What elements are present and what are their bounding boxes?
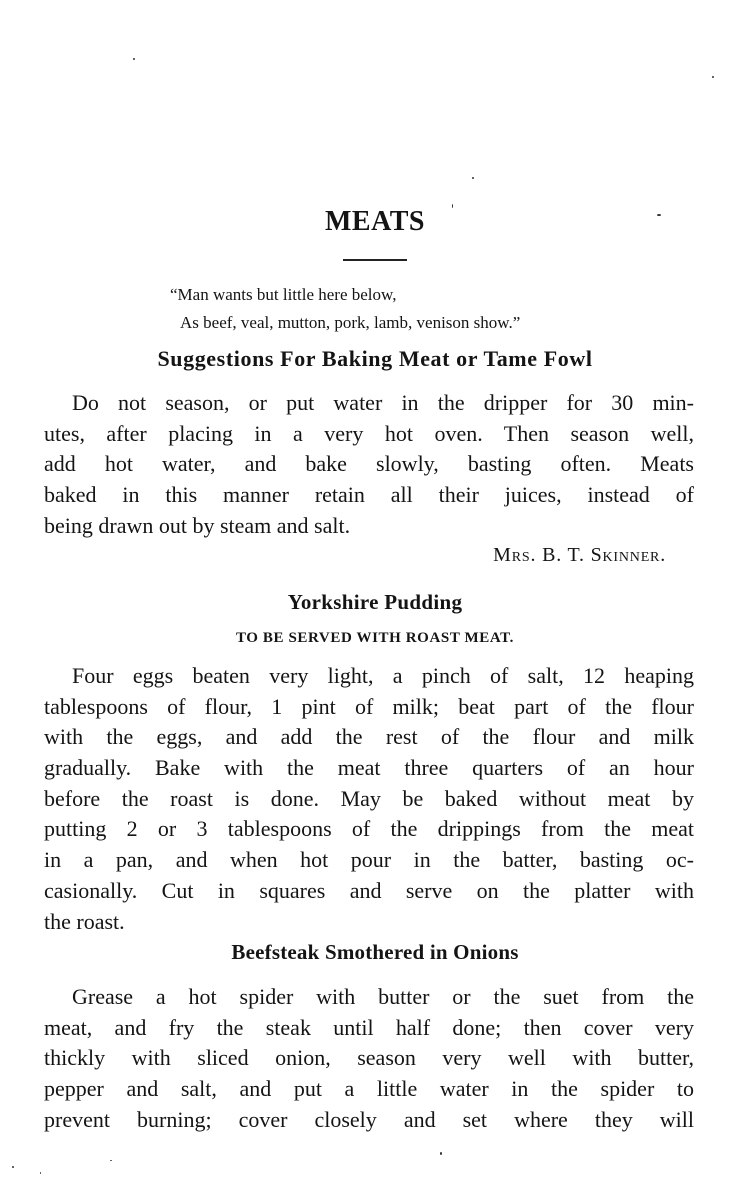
section-subheading: TO BE SERVED WITH ROAST MEAT.	[235, 630, 515, 646]
scan-speck	[440, 1152, 442, 1155]
body-line: prevent burning; cover closely and set where they will	[44, 1106, 694, 1132]
body-line: being drawn out by steam and salt.	[44, 512, 351, 538]
body-line: thickly with sliced onion, season very well with butter,	[44, 1045, 694, 1071]
body-line: putting 2 or 3 tablespoons of the drippings from the meat	[44, 816, 694, 842]
body-line: tablespoons of flour, 1 pint of milk; beat part of the flour	[44, 693, 694, 719]
section-body-yorkshire-pudding	[44, 661, 694, 937]
scan-speck	[657, 214, 661, 216]
recipe-signature	[493, 544, 666, 567]
body-line: the roast.	[44, 908, 125, 934]
body-line: meat, and fry the steak until half done; then cover very	[44, 1014, 694, 1040]
body-line: Four eggs beaten very light, a pinch of salt, 12 heaping	[72, 663, 694, 688]
section-body-baking-suggestions	[44, 388, 694, 541]
section-body-beefsteak-onions	[44, 982, 694, 1135]
scan-speck	[40, 1172, 41, 1174]
epigraph-line: “Man wants but little here below,	[170, 285, 397, 304]
body-line: Grease a hot spider with butter or the suet from the	[72, 984, 694, 1009]
scan-speck	[12, 1166, 14, 1168]
section-heading-beefsteak-onions: Beefsteak Smothered in Onions	[231, 940, 519, 964]
scan-speck	[452, 204, 453, 208]
body-line: add hot water, and bake slowly, basting often. Meats	[44, 451, 694, 477]
body-line: before the roast is done. May be baked without meat by	[44, 785, 694, 811]
epigraph-line: As beef, veal, mutton, pork, lamb, venison show.”	[180, 313, 521, 332]
body-line: with the eggs, and add the rest of the flour and milk	[44, 724, 694, 750]
body-line: pepper and salt, and put a little water in the spider to	[44, 1076, 694, 1102]
section-heading-yorkshire-pudding: Yorkshire Pudding	[287, 590, 463, 614]
scan-speck	[110, 1160, 112, 1161]
body-line: gradually. Bake with the meat three quarters of an hour	[44, 755, 694, 781]
body-line: Do not season, or put water in the dripper for 30 min-	[72, 390, 694, 415]
title-rule	[343, 259, 407, 261]
section-heading-baking-suggestions: Suggestions For Baking Meat or Tame Fowl	[157, 346, 593, 371]
signature-text: Mrs. B. T. Skinner.	[493, 544, 666, 566]
scan-speck	[712, 76, 714, 78]
epigraph	[170, 281, 520, 337]
scan-speck	[133, 58, 135, 60]
body-line: baked in this manner retain all their juices, instead of	[44, 482, 694, 508]
body-line: utes, after placing in a very hot oven. Then season well,	[44, 420, 694, 446]
page-title: MEATS	[325, 206, 425, 237]
body-line: in a pan, and when hot pour in the batter, basting oc-	[44, 847, 694, 873]
scan-speck	[472, 177, 474, 179]
body-line: casionally. Cut in squares and serve on the platter with	[44, 877, 694, 903]
